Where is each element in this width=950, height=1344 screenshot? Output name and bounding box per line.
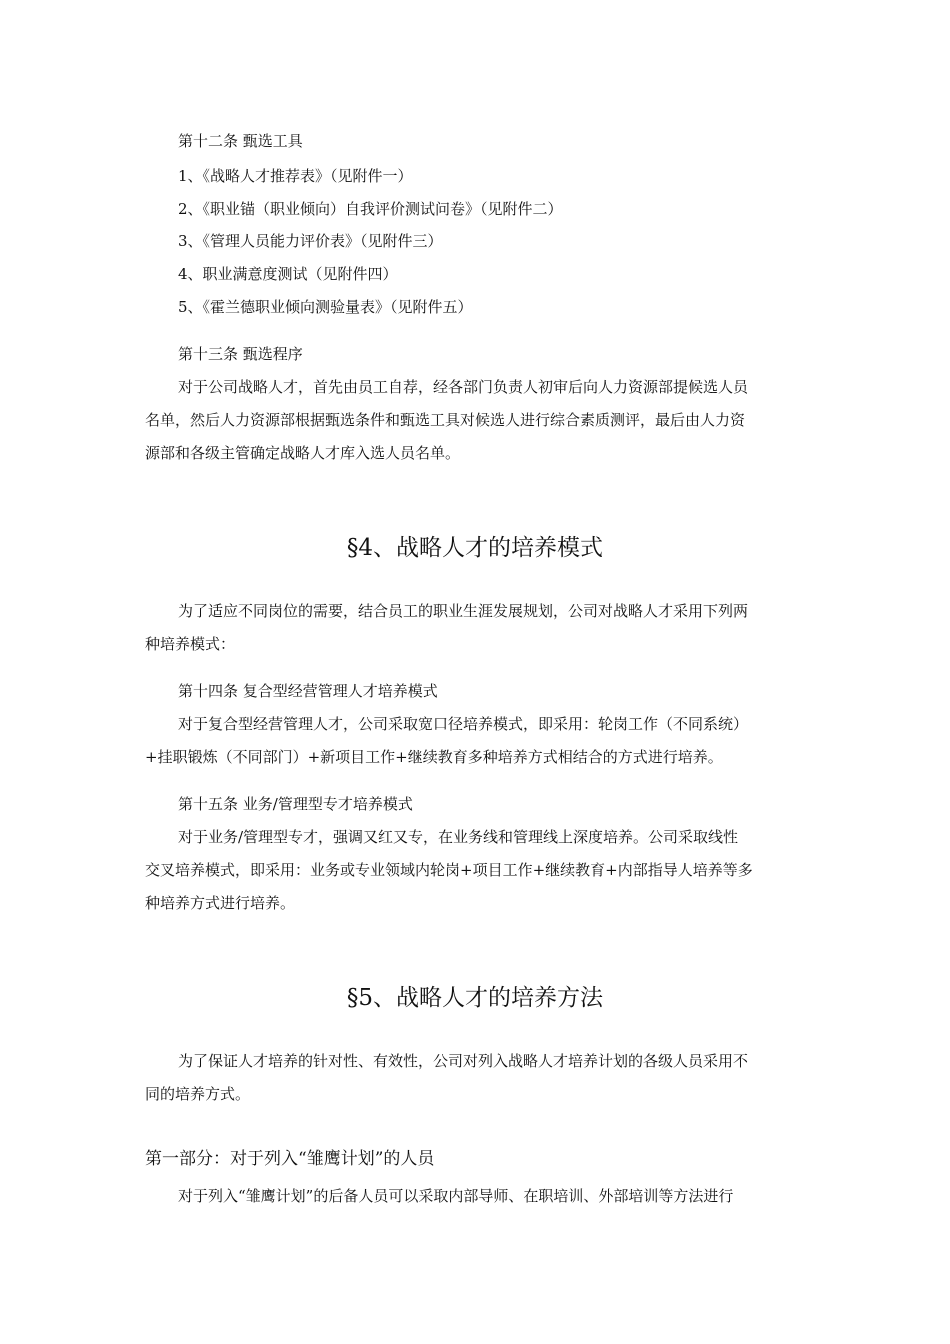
section-4-heading: §4、战略人才的培养模式 — [346, 535, 604, 561]
paragraph-line: 对于复合型经营管理人才，公司采取宽口径培养模式，即采用：轮岗工作（不同系统） — [178, 715, 749, 733]
paragraph-line: 源部和各级主管确定战略人才库入选人员名单。 — [145, 444, 461, 462]
list-item: 2、《职业锚（职业倾向）自我评价测试问卷》（见附件二） — [178, 200, 563, 218]
article-14-title: 第十四条 复合型经营管理人才培养模式 — [178, 682, 438, 700]
list-item: 5、《霍兰德职业倾向测验量表》（见附件五） — [178, 298, 473, 316]
article-15-title: 第十五条 业务/管理型专才培养模式 — [178, 795, 413, 813]
paragraph-line: 为了适应不同岗位的需要，结合员工的职业生涯发展规划，公司对战略人才采用下列两 — [178, 602, 749, 620]
article-12-title: 第十二条 甄选工具 — [178, 132, 303, 150]
list-item: 4、职业满意度测试（见附件四） — [178, 265, 398, 283]
paragraph-line: 名单，然后人力资源部根据甄选条件和甄选工具对候选人进行综合素质测评，最后由人力资 — [145, 411, 746, 429]
paragraph-line: 为了保证人才培养的针对性、有效性，公司对列入战略人才培养计划的各级人员采用不 — [178, 1052, 749, 1070]
paragraph-line: 同的培养方式。 — [145, 1085, 251, 1103]
section-5-heading: §5、战略人才的培养方法 — [346, 985, 604, 1011]
paragraph-line: 对于列入“雏鹰计划”的后备人员可以采取内部导师、在职培训、外部培训等方法进行 — [178, 1187, 734, 1205]
article-13-title: 第十三条 甄选程序 — [178, 345, 303, 363]
list-item: 3、《管理人员能力评价表》（见附件三） — [178, 232, 443, 250]
paragraph-line: 对于业务/管理型专才，强调又红又专，在业务线和管理线上深度培养。公司采取线性 — [178, 828, 739, 846]
paragraph-line: 种培养模式： — [145, 635, 236, 653]
paragraph-line: +挂职锻炼（不同部门）+新项目工作+继续教育多种培养方式相结合的方式进行培养。 — [145, 748, 723, 766]
list-item: 1、《战略人才推荐表》（见附件一） — [178, 167, 413, 185]
paragraph-line: 种培养方式进行培养。 — [145, 894, 296, 912]
paragraph-line: 对于公司战略人才，首先由员工自荐，经各部门负责人初审后向人力资源部提候选人员 — [178, 378, 749, 396]
part-1-title: 第一部分：对于列入“雏鹰计划”的人员 — [145, 1149, 435, 1169]
paragraph-line: 交叉培养模式，即采用：业务或专业领域内轮岗+项目工作+继续教育+内部指导人培养等多 — [145, 861, 753, 879]
